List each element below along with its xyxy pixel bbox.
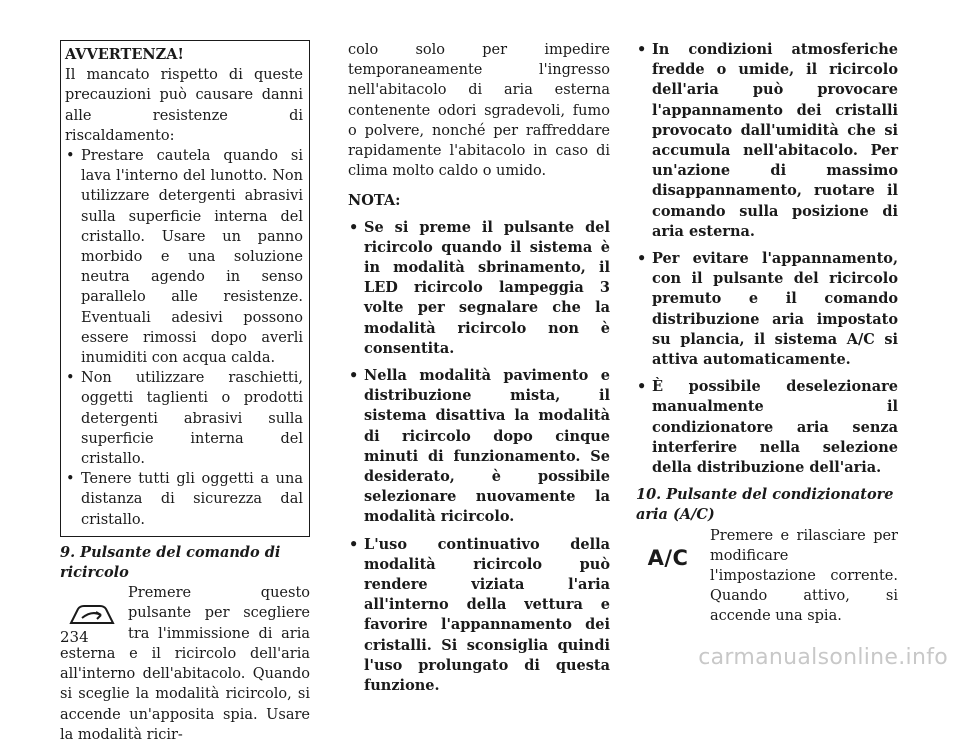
warning-intro: Il mancato rispetto di queste precauzioni può causare danni alle resistenze di riscaldamento:	[65, 67, 303, 144]
nota-item: • In condizioni atmosferiche fredde o umide, il ricircolo dell'aria può provocare l'appannamento dei cristalli provocato dall'umidità che si accumula nell'abitacolo. Per un'azione di massimo disappannamento, ruotare il comando sulla posizione di aria esterna.	[636, 40, 898, 242]
nota-list-continued	[636, 40, 898, 478]
warning-box	[60, 40, 310, 537]
nota-list	[348, 218, 610, 697]
nota-item: • Per evitare l'appannamento, con il pulsante del ricircolo premuto e il comando distribuzione aria impostato su plancia, il sistema A/C si attiva automaticamente.	[636, 249, 898, 370]
nota-item: • Se si preme il pulsante del ricircolo quando il sistema è in modalità sbrinamento, il LED ricircolo lampeggia 3 volte per segnalare che la modalità ricircolo non è consentita.	[348, 218, 610, 359]
page-number: 234	[60, 628, 89, 646]
warning-item: • Tenere tutti gli oggetti a una distanza di sicurezza dal cristallo.	[65, 469, 303, 530]
warning-item: • Non utilizzare raschietti, oggetti taglienti o prodotti detergenti abrasivi sulla superficie interna del cristallo.	[65, 368, 303, 469]
column-right	[636, 40, 898, 627]
nota-label: NOTA:	[348, 192, 401, 210]
section-10-heading: 10. Pulsante del condizionatore aria (A/C)	[636, 486, 894, 524]
section-9-text: Premere questo pulsante per scegliere tra l'immissione di aria esterna e il ricircolo dell'aria all'interno dell'abitacolo. Quando si sceglie la modalità ricircolo, si accende un'apposita spia. Usare la modalità ricir-	[60, 585, 310, 743]
warning-title: AVVERTENZA!	[65, 46, 184, 63]
warning-item: • Prestare cautela quando si lava l'interno del lunotto. Non utilizzare detergenti abrasivi sulla superficie interna del cristallo. Usare un panno morbido e una soluzione neutra agendo in senso parallelo alle resistenze. Eventuali adesivi possono essere rimossi dopo averli inumiditi con acqua calda.	[65, 146, 303, 368]
column-middle	[348, 40, 610, 703]
section-9-heading: 9. Pulsante del comando di ricircolo	[60, 543, 281, 582]
ac-icon-label: A/C	[647, 545, 689, 570]
watermark: carmanualsonline.info	[698, 645, 948, 670]
column-left	[60, 40, 310, 745]
nota-item: • L'uso continuativo della modalità ricircolo può rendere viziata l'aria all'interno della vettura e favorire l'appannamento dei cristalli. Si sconsiglia quindi l'uso prolungato di questa funzione.	[348, 535, 610, 697]
nota-item: • È possibile deselezionare manualmente il condizionatore aria senza interferire nella selezione della distribuzione dell'aria.	[636, 377, 898, 478]
section-9-text-continued: colo solo per impedire temporaneamente l'ingresso nell'abitacolo di aria esterna contenente odori sgradevoli, fumo o polvere, nonché per raffreddare rapidamente l'abitacolo in caso di clima molto caldo o umido.	[348, 42, 610, 180]
recirculation-icon-graphic	[65, 600, 119, 630]
warning-list	[65, 146, 303, 530]
ac-icon	[636, 536, 700, 580]
nota-item: • Nella modalità pavimento e distribuzione mista, il sistema disattiva la modalità di ricircolo dopo cinque minuti di funzionamento. Se desiderato, è possibile selezionare nuovamente la modalità ricircolo.	[348, 366, 610, 528]
section-10-text: Premere e rilasciare per modificare l'impostazione corrente. Quando attivo, si accende una spia.	[710, 527, 898, 625]
